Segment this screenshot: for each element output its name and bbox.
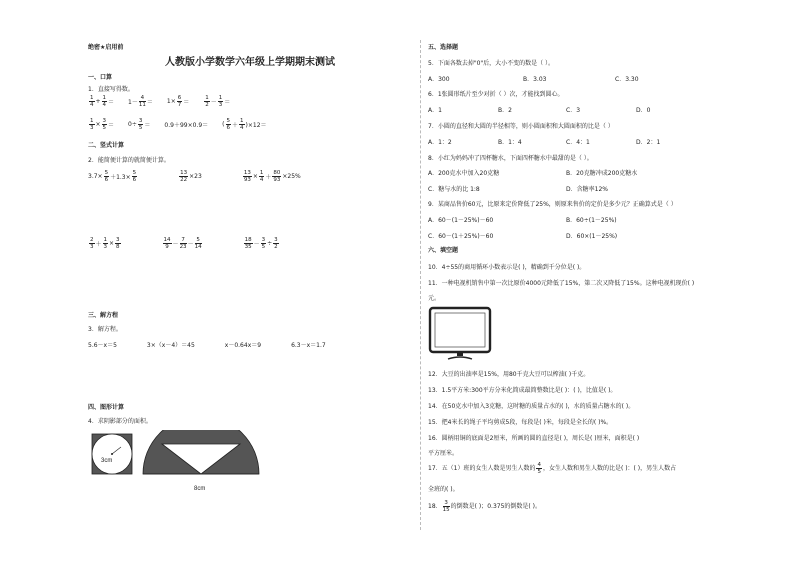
q17-fraction: [536, 462, 542, 475]
equations-row: [88, 340, 326, 349]
fraction-denominator: 3: [90, 244, 94, 250]
section-vertical-calc: 二、竖式计算: [88, 142, 125, 149]
oral-expression-7: 0.9＋99×0.9＝: [164, 122, 209, 129]
q9-option-a: A．60－(1－25%)－60: [428, 217, 494, 224]
fraction-numerator: 13: [243, 170, 251, 176]
expression-text: ×23: [189, 173, 202, 180]
fraction: [104, 170, 110, 183]
page-title: 人教版小学数学六年级上学期期末测试: [165, 57, 335, 68]
calc-expression-5: [162, 237, 203, 250]
fraction-numerator: 5: [196, 237, 200, 243]
fraction-numerator: 3: [261, 237, 266, 243]
expression-text: ＝: [146, 99, 153, 106]
expression-text: ＝: [183, 99, 190, 106]
fraction-numerator: 3: [116, 237, 120, 243]
fraction: [89, 95, 95, 108]
fraction-numerator: 13: [180, 170, 188, 176]
equation-3: x－0.64x＝9: [224, 342, 262, 349]
fraction-numerator: 2: [90, 237, 94, 243]
fraction: [273, 237, 279, 250]
question-16: 16．圆柄用铜的底面是2厘米，所画的圆的直径是( )，周长是( )厘米，面积是( ): [428, 435, 640, 442]
fraction: [89, 118, 95, 131]
calc-expression-1: [88, 170, 138, 183]
operator: ＋: [232, 122, 239, 129]
fraction-numerator: 1: [240, 118, 244, 124]
fraction-numerator: 5: [226, 118, 231, 124]
expression-text: 0÷: [128, 121, 137, 128]
calc-row-2: [88, 237, 280, 250]
question-16-end: 平方厘米。: [428, 450, 459, 457]
question-14: 14．在50克水中加入3克糖，这时糖的质量占水的( )，水的质量占糖水的( )。: [428, 403, 635, 410]
fraction-denominator: 6: [226, 125, 231, 131]
q6-option-d: D．0: [636, 107, 651, 114]
fraction-numerator: 5: [132, 170, 137, 176]
fraction: [204, 95, 210, 108]
fraction: [115, 237, 121, 250]
question-6: 6．1张圆形纸片至少对折（ ）次，才能找到圆心。: [428, 91, 564, 98]
expression-text: ＝: [108, 99, 115, 106]
oral-row-2: [88, 118, 267, 131]
fraction-denominator: 5: [138, 125, 143, 131]
fraction: [89, 237, 95, 250]
calc-expression-6: [243, 237, 280, 250]
oral-expression-6: [128, 118, 150, 131]
equation-1: 5.6－x＝5: [88, 342, 117, 349]
q17-text-end: ，女生人数和男生人数的比是( )：( )，男生人数占: [542, 465, 677, 472]
fraction-denominator: 4: [102, 102, 107, 108]
calc-row-1: [88, 170, 301, 183]
fraction-denominator: 5: [102, 125, 107, 131]
fraction-denominator: 3: [218, 102, 223, 108]
expression-text: 3.7×: [88, 173, 103, 180]
fraction: [103, 237, 109, 250]
fraction: [163, 237, 172, 250]
question-11: 11．一种电视机销售中第一次比原价4000元降低了15%，第二次又降低了15%。这种电视机现价( ): [428, 280, 695, 287]
expression-text: ×25%: [282, 173, 301, 180]
q18-fraction-denominator: 15: [442, 507, 450, 513]
q5-option-c: C．3.30: [615, 76, 639, 83]
q7-option-d: D．2：1: [636, 139, 661, 146]
fraction-denominator: 9: [165, 244, 169, 250]
operator: ÷: [267, 240, 273, 247]
q6-option-a: A．1: [428, 107, 442, 114]
question-8: 8．小红为妈妈冲了四杯糖水，下面四杯糖水中最甜的是（ ）。: [428, 155, 593, 162]
calc-expression-4: [88, 237, 122, 250]
fraction: [132, 170, 138, 183]
q7-option-a: A．1：2: [428, 139, 452, 146]
fraction: [180, 237, 187, 250]
q9-option-c: C．60－(1＋25%)－60: [428, 233, 494, 240]
q8-option-c: C．糖与水的比 1:8: [428, 186, 480, 193]
question-5: 5．下面各数去掉"0"后，大小不变的数是（ ）。: [428, 60, 555, 67]
q5-option-a: A．300: [428, 76, 450, 83]
section-equations: 三、解方程: [88, 312, 119, 319]
tv-screen: [435, 313, 485, 347]
confidential-label: 绝密★启用前: [88, 44, 124, 51]
operator: ＋: [265, 174, 272, 181]
operator: ×: [252, 173, 258, 180]
calc-expression-2: [178, 170, 202, 183]
fraction-denominator: 14: [194, 244, 202, 250]
fraction-numerator: 3: [102, 118, 107, 124]
equation-2: 3×（x－4）＝45: [146, 342, 195, 349]
fraction: [261, 237, 267, 250]
tv-stand: [448, 357, 472, 359]
fraction-denominator: 4: [259, 177, 264, 183]
question-10: 10．4÷55的商用循环小数表示是( )，精确到千分位是( )。: [428, 264, 586, 271]
q17-fraction-numerator: 4: [537, 462, 541, 468]
calc-expression-3: [242, 170, 301, 183]
fraction-numerator: 1: [90, 95, 94, 101]
tv-neck: [457, 352, 463, 356]
q6-option-c: C．3: [566, 107, 581, 114]
fraction-numerator: 1: [218, 95, 223, 101]
question-17: [428, 462, 676, 475]
expression-text: 1×: [166, 98, 176, 105]
q8-option-a: A．200克水中加入20克糖: [428, 170, 500, 177]
q8-option-b: B．20克糖冲成200克糖水: [566, 170, 638, 177]
q17-fraction-denominator: 5: [537, 469, 541, 475]
fraction-numerator: 3: [274, 237, 278, 243]
question-17-end: 全班的( )。: [428, 486, 459, 493]
oral-expression-2: [128, 95, 153, 108]
fraction-denominator: 4: [90, 102, 94, 108]
q5-option-b: B．3.03: [523, 76, 547, 83]
q18-text: 的倒数是( )；0.375的倒数是( )。: [450, 503, 541, 510]
fraction-numerator: 18: [244, 237, 252, 243]
fraction-numerator: 6: [177, 95, 182, 101]
operator: －: [172, 241, 179, 248]
fraction: [102, 95, 108, 108]
fraction-numerator: 1: [259, 170, 264, 176]
expression-text: (: [222, 121, 225, 128]
fraction-numerator: 14: [163, 237, 171, 243]
q8-option-d: D．含糖率12%: [566, 186, 608, 193]
fraction: [226, 118, 232, 131]
q18-number: 18．: [428, 503, 442, 510]
equation-4: 6.3－x＝1.7: [291, 342, 326, 349]
fraction: [244, 237, 253, 250]
fraction-numerator: 7: [181, 237, 185, 243]
question-15: 15．把4米长的绳子平均剪成5段，每段是( )米，每段是全长的( )%。: [428, 419, 613, 426]
fraction-denominator: 93: [243, 177, 251, 183]
fraction-numerator: 4: [140, 95, 145, 101]
question-13: 13．1.5平方米:300平方分米化简成最简整数比是( )：( )，比值是( )。: [428, 387, 617, 394]
fraction-denominator: 35: [244, 244, 252, 250]
expression-text: ＋1.3×: [110, 174, 131, 181]
question-3: 3．解方程。: [88, 326, 122, 333]
question-9: 9．某商品售价60元，比原来定价降低了25%，则原来售价的定价是多少元？正确算式是（ ）: [428, 201, 677, 208]
fraction-denominator: 2: [205, 102, 209, 108]
section-oral: 一、口算: [88, 74, 113, 81]
oral-expression-1: [88, 95, 114, 108]
fraction-denominator: 6: [104, 177, 109, 183]
square-dimension-label: 3cm: [101, 458, 113, 464]
fraction: [272, 170, 281, 183]
section-fill-blank: 六、填空题: [428, 247, 459, 254]
operator: －: [210, 99, 217, 106]
column-divider: [420, 40, 421, 530]
fraction-denominator: 4: [240, 125, 244, 131]
fraction: [195, 237, 202, 250]
figure-semicircle: [140, 430, 266, 495]
q9-option-d: D．60×(1－25%): [566, 233, 618, 240]
section-figures: 四、图形计算: [88, 404, 125, 411]
fraction: [138, 118, 144, 131]
fraction: [243, 170, 252, 183]
question-12: 12．大豆的出油率是15%，用80千克大豆可以榨油( )千克。: [428, 371, 590, 378]
fraction: [102, 118, 108, 131]
q9-option-b: B．60÷(1－25%): [566, 217, 617, 224]
fraction: [259, 170, 265, 183]
operator: ＋: [95, 241, 102, 248]
tv-monitor-image: [428, 306, 494, 362]
fraction-numerator: 1: [90, 118, 94, 124]
expression-text: 1－: [128, 99, 138, 106]
fraction-numerator: 1: [102, 95, 107, 101]
fraction-numerator: 1: [103, 237, 108, 243]
fraction: [139, 95, 146, 108]
fraction-numerator: 3: [138, 118, 143, 124]
q7-option-c: C．4：1: [566, 139, 590, 146]
fraction-denominator: 3: [90, 125, 94, 131]
oral-expression-8: [222, 118, 266, 131]
fraction: [177, 95, 183, 108]
question-18: [428, 500, 541, 513]
fraction-numerator: 5: [104, 170, 109, 176]
q18-fraction: [443, 500, 450, 513]
fraction-numerator: 80: [273, 170, 281, 176]
oral-expression-5: [88, 118, 114, 131]
operator: ×: [109, 240, 115, 247]
fraction-denominator: 93: [273, 177, 281, 183]
fraction-denominator: 8: [116, 244, 120, 250]
question-2: 2．能简便计算的就简便计算。: [88, 157, 170, 164]
operator: －: [253, 241, 260, 248]
question-7: 7．小圆的直径和大圆的半径相等，则小圆面积和大圆面积的比是（ ）: [428, 123, 614, 130]
operator: －: [187, 241, 194, 248]
section-choice: 五、选择题: [428, 44, 459, 51]
oral-expression-4: [203, 95, 230, 108]
operator: +: [95, 98, 101, 105]
oral-expression-3: [167, 95, 189, 108]
fraction-denominator: 2: [274, 244, 278, 250]
q6-option-b: B．2: [498, 107, 512, 114]
fraction-denominator: 11: [138, 102, 146, 108]
question-1: 1．直接写得数。: [88, 86, 134, 93]
fraction-denominator: 7: [177, 102, 182, 108]
fraction-numerator: 1: [205, 95, 209, 101]
fraction: [239, 118, 245, 131]
operator: ×: [95, 121, 101, 128]
q17-text-start: 17．五（1）班的女生人数是男生人数的: [428, 465, 536, 472]
fraction-denominator: 23: [179, 244, 187, 250]
expression-text: )×12＝: [245, 122, 267, 129]
q7-option-b: B．1：4: [498, 139, 522, 146]
question-4: 4．求阴影部分的面积。: [88, 418, 152, 425]
fraction-denominator: 3: [103, 244, 108, 250]
expression-text: ＝: [108, 122, 115, 129]
oral-row-1: [88, 95, 230, 108]
fraction: [218, 95, 224, 108]
q18-fraction-numerator: 3: [444, 500, 448, 506]
expression-text: ＝: [224, 99, 231, 106]
figure-square-circle: [88, 430, 138, 478]
fraction: [179, 170, 188, 183]
diameter-label: 8cm: [194, 486, 206, 492]
fraction-denominator: 5: [261, 244, 266, 250]
fraction-denominator: 6: [132, 177, 137, 183]
expression-text: ＝: [144, 122, 151, 129]
question-11-end: 元。: [428, 295, 441, 302]
fraction-denominator: 22: [180, 177, 188, 183]
